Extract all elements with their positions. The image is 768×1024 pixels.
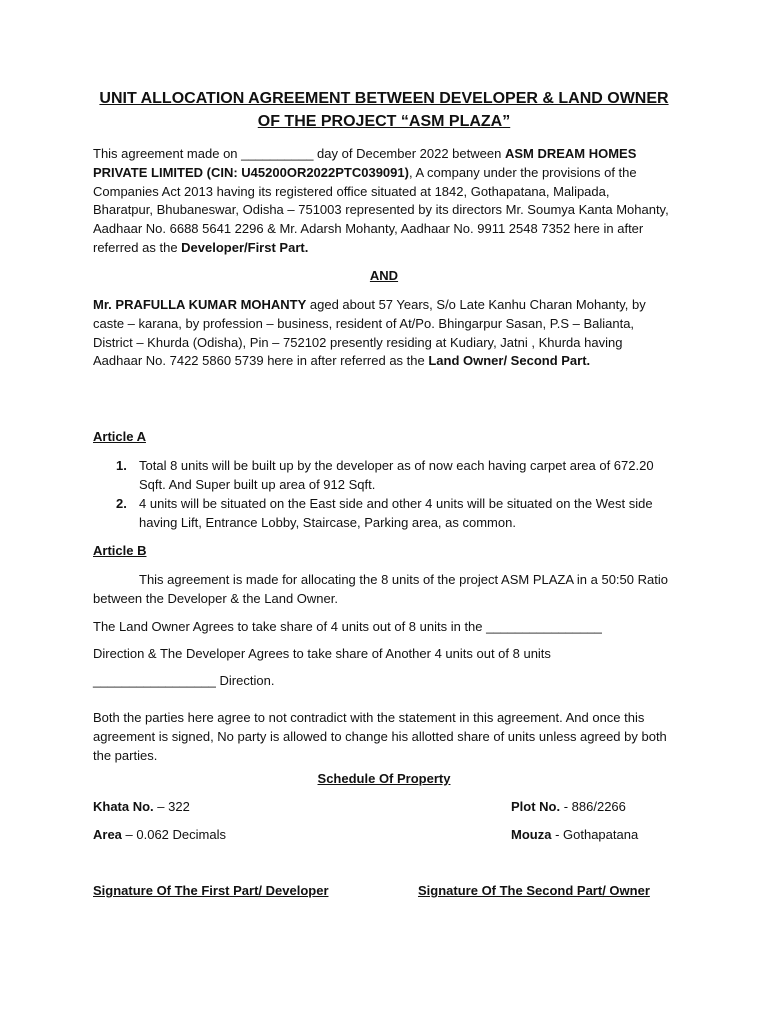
direction-line: _________________ Direction.	[93, 673, 275, 688]
intro-text-2: , A company under the provisions of the Companies Act 2013 having its registered office situated at 1842, Gothapatana, Malipada, Bharatpur, Bhubaneswar, Odisha – 751003 represented by its directors Mr. Soumya Kanta Mohanty, Aadhaar No. 6688 5641 2296 & Mr. Adarsh Mohanty, Aadhaar No. 9911 2548 7352 here in after referred as the	[93, 164, 669, 255]
and-label: AND	[369, 268, 399, 283]
khata-label: Khata No.	[93, 799, 154, 814]
owner-paragraph	[93, 296, 673, 371]
list-item	[116, 495, 672, 533]
khata-value: – 322	[153, 799, 190, 814]
article-b-heading: Article B	[93, 543, 147, 558]
area-value: – 0.062 Decimals	[121, 827, 226, 842]
owner-name: Mr. PRAFULLA KUMAR MOHANTY	[93, 297, 307, 312]
agreement-clause: Both the parties here agree to not contradict with the statement in this agreement. And once this agreement is signed, No party is allowed to change his allotted share of units unless agreed by both the parties.	[93, 710, 667, 763]
company-name: ASM DREAM HOMES PRIVATE LIMITED (CIN: U45200OR2022PTC039091)	[93, 146, 637, 180]
list-text: 4 units will be situated on the East side and other 4 units will be situated on the West side having Lift, Entrance Lobby, Staircase, Parking area, as common.	[139, 496, 653, 530]
list-number: 1.	[116, 458, 127, 473]
mouza-value: - Gothapatana	[551, 827, 639, 842]
area-field	[93, 827, 226, 842]
signature-second-part: Signature Of The Second Part/ Owner	[418, 883, 650, 898]
mouza-field	[511, 827, 638, 842]
plot-value: - 886/2266	[560, 799, 626, 814]
owner-text: aged about 57 Years, S/o Late Kanhu Charan Mohanty, by caste – karana, by profession – business, resident of At/Po. Bhingarpur Sasan, P.S – Balianta, District – Khurda (Odisha), Pin – 752102 presently residing at Kudiary, Jatni , Khurda having Aadhaar No. 7422 5860 5739 here in after referred as the	[93, 297, 646, 369]
title-line-1: UNIT ALLOCATION AGREEMENT BETWEEN DEVELOPER & LAND OWNER	[99, 90, 669, 107]
developer-label: Developer/First Part.	[181, 239, 309, 255]
list-number: 2.	[116, 496, 127, 511]
intro-paragraph	[93, 145, 673, 258]
list-text: Total 8 units will be built up by the developer as of now each having carpet area of 672.20 Sqft. And Super built up area of 912 Sqft.	[139, 458, 654, 492]
plot-label: Plot No.	[511, 799, 561, 814]
khata-field	[93, 799, 190, 814]
title-line-2: OF THE PROJECT “ASM PLAZA”	[257, 113, 511, 130]
intro-text-1: This agreement made on __________ day of December 2022 between	[93, 146, 505, 161]
list-item	[116, 457, 672, 495]
article-b-paragraph: This agreement is made for allocating the 8 units of the project ASM PLAZA in a 50:50 Ratio between the Developer & the Land Owner.	[93, 572, 668, 606]
signature-first-part: Signature Of The First Part/ Developer	[93, 883, 329, 898]
plot-field	[511, 799, 626, 814]
developer-share-line: Direction & The Developer Agrees to take share of Another 4 units out of 8 units	[93, 646, 551, 661]
area-label: Area	[93, 827, 122, 842]
schedule-heading: Schedule Of Property	[317, 771, 451, 786]
article-a-heading: Article A	[93, 429, 146, 444]
owner-label: Land Owner/ Second Part.	[428, 353, 591, 369]
mouza-label: Mouza	[511, 827, 552, 842]
land-owner-share-line: The Land Owner Agrees to take share of 4 units out of 8 units in the ________________	[93, 619, 602, 634]
